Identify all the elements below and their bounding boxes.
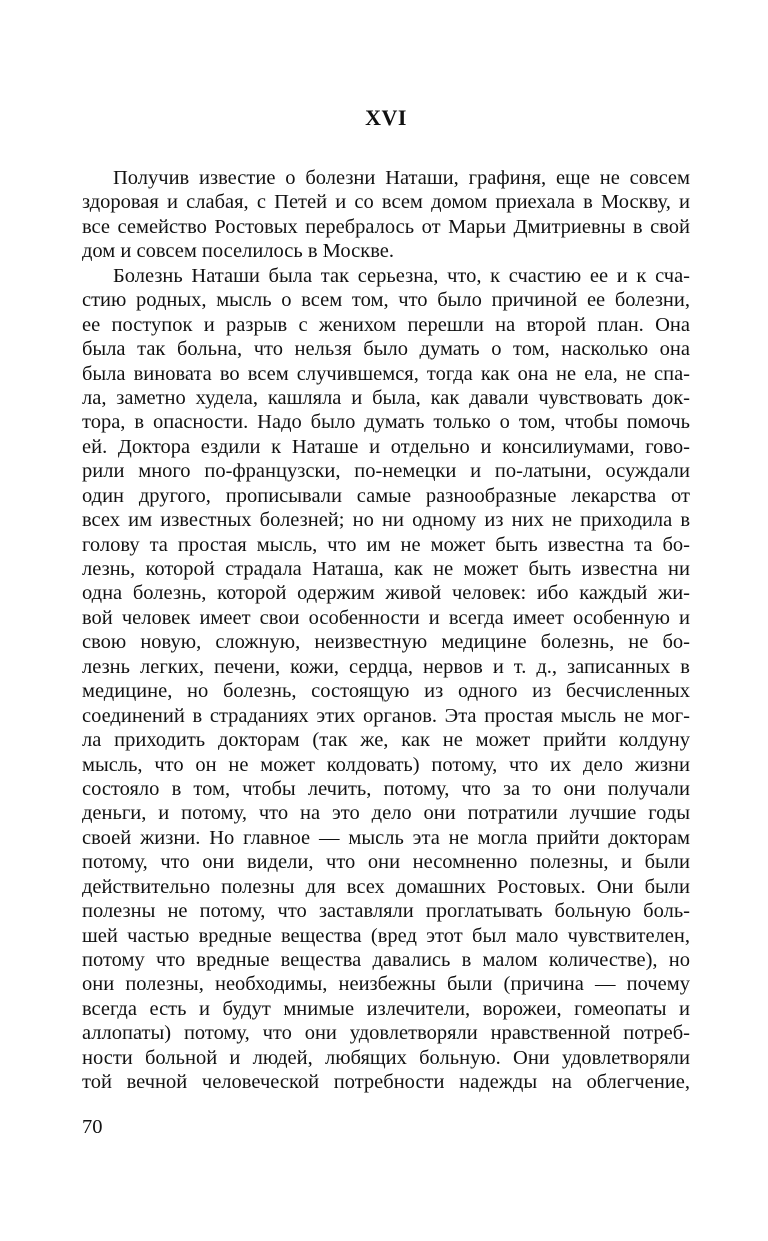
text-line: Получив известие о болезни Наташи, графиня, еще не совсем [113, 167, 690, 189]
page-body [82, 166, 690, 1095]
text-line: тора, в опасности. Надо было думать только о том, чтобы помочь [82, 411, 690, 434]
paragraph [82, 264, 690, 1095]
text-line: здоровая и слабая, с Петей и со всем домом приехала в Москву, и [82, 191, 690, 214]
page-number: 70 [82, 1116, 103, 1138]
text-line: медицине, но болезнь, состоящую из одного из бесчисленных [82, 680, 690, 703]
text-line: свою новую, сложную, неизвестную медицине болезнь, не бо- [82, 631, 690, 654]
text-line: одна болезнь, которой одержим живой человек: ибо каждый жи- [82, 582, 690, 605]
text-line: полезны не потому, что заставляли проглатывать больную боль- [82, 900, 690, 923]
text-line: дом и совсем поселилось в Москве. [82, 240, 395, 263]
text-line: вой человек имеет свои особенности и всегда имеет особенную и [82, 606, 690, 629]
text-line: лезнь легких, печени, кожи, сердца, нервов и т. д., записанных в [82, 655, 690, 678]
text-line: ности больной и людей, любящих больную. Они удовлетворяли [82, 1046, 690, 1069]
text-line: была так больна, что нельзя было думать о том, насколько она [82, 338, 690, 361]
text-line: голову та простая мысль, что им не может быть известна та бо- [82, 533, 690, 556]
text-line: стию родных, мысль о всем том, что было причиной ее болезни, [82, 289, 690, 312]
text-line: той вечной человеческой потребности надежды на облегчение, [82, 1071, 690, 1094]
text-line: ее поступок и разрыв с женихом перешли на второй план. Она [82, 313, 690, 336]
text-line: потому, что они видели, что они несомненно полезны, и были [82, 851, 690, 874]
chapter-heading: XVI [365, 105, 407, 130]
text-line: лезнь, которой страдала Наташа, как не может быть известна ни [82, 558, 690, 580]
text-line: один другого, прописывали самые разнообразные лекарства от [82, 484, 690, 507]
text-line: всех им известных болезней; но ни одному из них не приходила в [82, 509, 690, 532]
text-line: состояло в том, чтобы лечить, потому, что за то они получали [82, 777, 690, 800]
text-line: была виновата во всем случившемся, тогда как она не ела, не спа- [82, 362, 690, 385]
text-line: аллопаты) потому, что они удовлетворяли нравственной потреб- [82, 1022, 690, 1045]
text-line: ла, заметно худела, кашляла и была, как давали чувствовать док- [82, 386, 690, 409]
text-line: Болезнь Наташи была так серьезна, что, к счастию ее и к сча- [113, 264, 690, 287]
text-line: всегда есть и будут мнимые излечители, ворожеи, гомеопаты и [82, 997, 690, 1020]
text-line: своей жизни. Но главное — мысль эта не могла прийти докторам [82, 826, 690, 849]
text-line: шей частью вредные вещества (вред этот был мало чувствителен, [82, 924, 690, 947]
text-line: рили много по-французски, по-немецки и по-латыни, осуждали [82, 460, 690, 483]
text-line: ей. Доктора ездили к Наташе и отдельно и консилиумами, гово- [82, 435, 690, 458]
text-line: деньги, и потому, что на это дело они потратили лучшие годы [82, 802, 690, 825]
text-line: ла приходить докторам (так же, как не может прийти колдуну [82, 729, 690, 752]
text-line: мысль, что он не может колдовать) потому, что их дело жизни [82, 753, 690, 776]
text-line: все семейство Ростовых перебралось от Марьи Дмитриевны в свой [82, 215, 690, 238]
text-line: потому что вредные вещества давались в малом количестве), но [82, 949, 690, 971]
text-line: действительно полезны для всех домашних Ростовых. Они были [82, 875, 690, 898]
text-line: соединений в страданиях этих органов. Эта простая мысль не мог- [82, 704, 690, 727]
text-line: они полезны, необходимы, неизбежны были (причина — почему [82, 973, 690, 996]
paragraph [82, 166, 690, 264]
